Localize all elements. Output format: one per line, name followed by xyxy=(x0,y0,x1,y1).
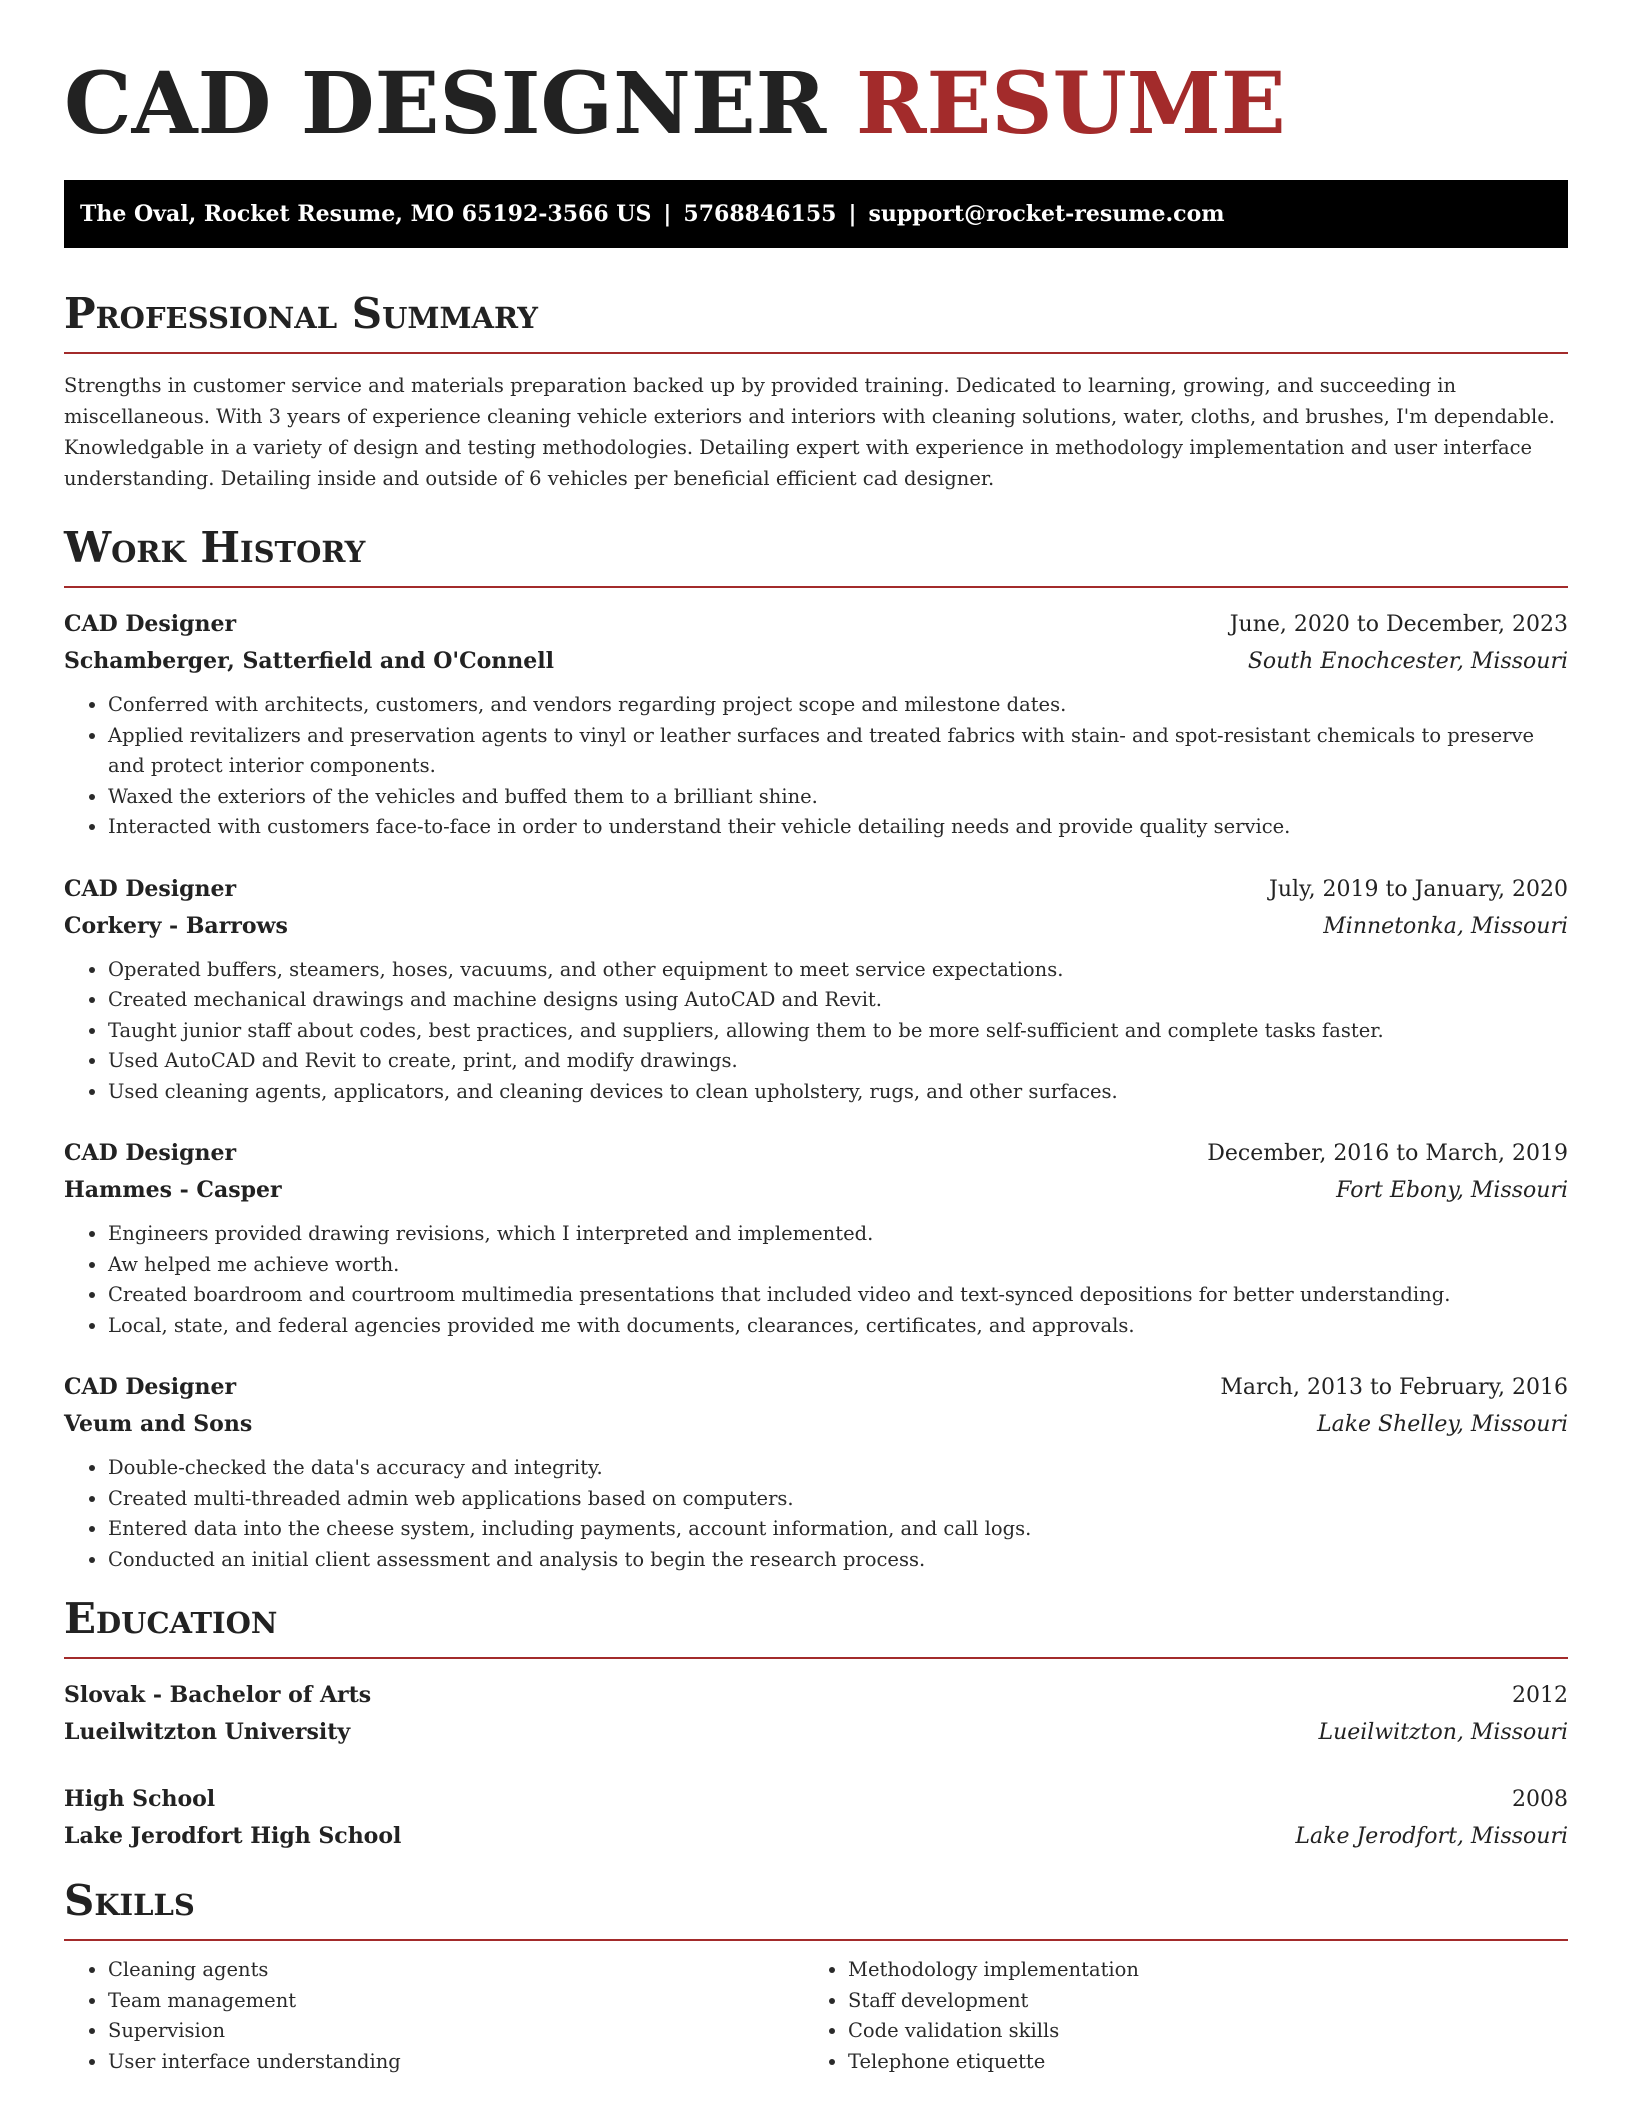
job-entry xyxy=(64,1135,1568,1341)
skill-item: • Telephone etiquette xyxy=(848,2047,1544,2078)
education-degree: Slovak - Bachelor of Arts xyxy=(64,1682,372,1708)
education-location: Lake Jerodfort, Missouri xyxy=(1295,1824,1568,1849)
job-bullet: • Created mechanical drawings and machine designs using AutoCAD and Revit. xyxy=(108,985,1568,1016)
job-company-row xyxy=(64,1172,1568,1209)
job-bullet: • Operated buffers, steamers, hoses, vacuums, and other equipment to meet service expectations. xyxy=(108,955,1568,986)
job-title: CAD Designer xyxy=(64,1140,237,1166)
job-entry xyxy=(64,871,1568,1108)
job-header-row xyxy=(64,871,1568,908)
skill-item: • Methodology implementation xyxy=(848,1955,1544,1986)
job-bullet: • Applied revitalizers and preservation agents to vinyl or leather surfaces and treated fabrics with stain- and spot-resistant chemicals to preserve and protect interior components. xyxy=(108,721,1568,782)
job-header-row xyxy=(64,1369,1568,1406)
job-location: South Enochcester, Missouri xyxy=(1247,649,1568,674)
skills-list xyxy=(64,1941,1568,2077)
job-title: CAD Designer xyxy=(64,1374,237,1400)
job-company: Hammes - Casper xyxy=(64,1177,282,1203)
job-company-row xyxy=(64,908,1568,945)
job-bullet: • Created multi-threaded admin web applications based on computers. xyxy=(108,1484,1568,1515)
skill-item: • Supervision xyxy=(108,2016,804,2047)
job-bullet: • Used AutoCAD and Revit to create, print, and modify drawings. xyxy=(108,1046,1568,1077)
job-company: Veum and Sons xyxy=(64,1411,253,1437)
education-school-row xyxy=(64,1714,1568,1751)
job-title: CAD Designer xyxy=(64,875,237,902)
contact-separator: | xyxy=(663,201,672,227)
education-heading: Education xyxy=(64,1593,1568,1659)
summary-text: Strengths in customer service and materials preparation backed up by provided training. Dedicated to learning, growing, and succeeding in miscellaneous. With 3 years of experience cleaning vehicle exteriors and interiors with cleaning solutions, water, cloths, and brushes, I'm dependable. Knowledgable in a variety of design and testing methodologies. Detailing expert with experience in methodology implementation and user interface understanding. Detailing inside and outside of 6 vehicles per beneficial efficient cad designer. xyxy=(64,374,1556,490)
skill-item: • Team management xyxy=(108,1986,804,2017)
job-company: Schamberger, Satterfield and O'Connell xyxy=(64,648,554,674)
job-bullet: • Conferred with architects, customers, and vendors regarding project scope and milestone dates. xyxy=(108,690,1568,721)
skill-item: • Staff development xyxy=(848,1986,1544,2017)
job-location: Minnetonka, Missouri xyxy=(1323,913,1568,939)
resume-page xyxy=(64,0,1568,2077)
work-history-heading: Work History xyxy=(64,522,1568,588)
job-entry xyxy=(64,1369,1568,1575)
contact-address: The Oval, Rocket Resume, MO 65192-3566 US xyxy=(80,201,652,227)
job-bullet: • Conducted an initial client assessment and analysis to begin the research process. xyxy=(108,1545,1568,1576)
education-school-row xyxy=(64,1818,1568,1855)
job-company: Corkery - Barrows xyxy=(64,912,288,939)
job-bullet: • Waxed the exteriors of the vehicles and buffed them to a brilliant shine. xyxy=(108,782,1568,813)
job-entry xyxy=(64,606,1568,843)
job-company-row xyxy=(64,1406,1568,1443)
job-bullet: • Interacted with customers face-to-face in order to understand their vehicle detailing needs and provide quality service. xyxy=(108,812,1568,843)
skills-heading: Skills xyxy=(64,1875,1568,1941)
job-bullets xyxy=(64,955,1568,1108)
job-header-row xyxy=(64,606,1568,643)
job-company-row xyxy=(64,643,1568,680)
job-location: Fort Ebony, Missouri xyxy=(1336,1178,1568,1203)
job-dates: June, 2020 to December, 2023 xyxy=(1229,612,1568,637)
education-entry xyxy=(64,1781,1568,1855)
title-main: CAD DESIGNER xyxy=(64,54,827,154)
job-bullets xyxy=(64,1453,1568,1575)
job-bullet: • Taught junior staff about codes, best practices, and suppliers, allowing them to be more self-sufficient and complete tasks faster. xyxy=(108,1016,1568,1047)
job-bullet: • Used cleaning agents, applicators, and cleaning devices to clean upholstery, rugs, and other surfaces. xyxy=(108,1077,1568,1108)
job-dates: December, 2016 to March, 2019 xyxy=(1207,1141,1568,1166)
education-year: 2008 xyxy=(1512,1787,1568,1812)
education-degree-row xyxy=(64,1677,1568,1714)
job-dates: July, 2019 to January, 2020 xyxy=(1269,876,1568,902)
contact-bar xyxy=(64,180,1568,248)
skills-column-left xyxy=(64,1955,804,2077)
job-bullet: • Created boardroom and courtroom multimedia presentations that included video and text-synced depositions for better understanding. xyxy=(108,1280,1568,1311)
education-school: Lueilwitzton University xyxy=(64,1719,351,1745)
job-header-row xyxy=(64,1135,1568,1172)
skills-column-right xyxy=(804,1955,1544,2077)
job-bullet: • Engineers provided drawing revisions, which I interpreted and implemented. xyxy=(108,1219,1568,1250)
resume-title xyxy=(64,54,1568,154)
work-history-list xyxy=(64,588,1568,1575)
job-bullet: • Aw helped me achieve worth. xyxy=(108,1250,1568,1281)
job-bullets xyxy=(64,690,1568,843)
title-accent: RESUME xyxy=(855,54,1286,154)
education-year: 2012 xyxy=(1512,1683,1568,1708)
job-bullet: • Entered data into the cheese system, including payments, account information, and call logs. xyxy=(108,1514,1568,1545)
skill-item: • Cleaning agents xyxy=(108,1955,804,1986)
job-location: Lake Shelley, Missouri xyxy=(1316,1412,1568,1437)
skills-bullets xyxy=(64,1955,804,2077)
skills-bullets xyxy=(804,1955,1544,2077)
job-dates: March, 2013 to February, 2016 xyxy=(1220,1375,1568,1400)
contact-email[interactable]: support@rocket-resume.com xyxy=(868,201,1225,227)
job-bullet: • Double-checked the data's accuracy and integrity. xyxy=(108,1453,1568,1484)
job-bullet: • Local, state, and federal agencies provided me with documents, clearances, certificates, and approvals. xyxy=(108,1311,1568,1342)
skill-item: • Code validation skills xyxy=(848,2016,1544,2047)
education-list xyxy=(64,1659,1568,1855)
contact-separator: | xyxy=(848,201,857,227)
education-entry xyxy=(64,1677,1568,1751)
education-school: Lake Jerodfort High School xyxy=(64,1823,402,1849)
contact-phone[interactable]: 5768846155 xyxy=(683,201,837,227)
education-degree-row xyxy=(64,1781,1568,1818)
education-location: Lueilwitzton, Missouri xyxy=(1318,1720,1568,1745)
job-bullets xyxy=(64,1219,1568,1341)
education-degree: High School xyxy=(64,1786,216,1812)
job-title: CAD Designer xyxy=(64,611,237,637)
skill-item: • User interface understanding xyxy=(108,2047,804,2078)
summary-heading: Professional Summary xyxy=(64,288,1568,354)
